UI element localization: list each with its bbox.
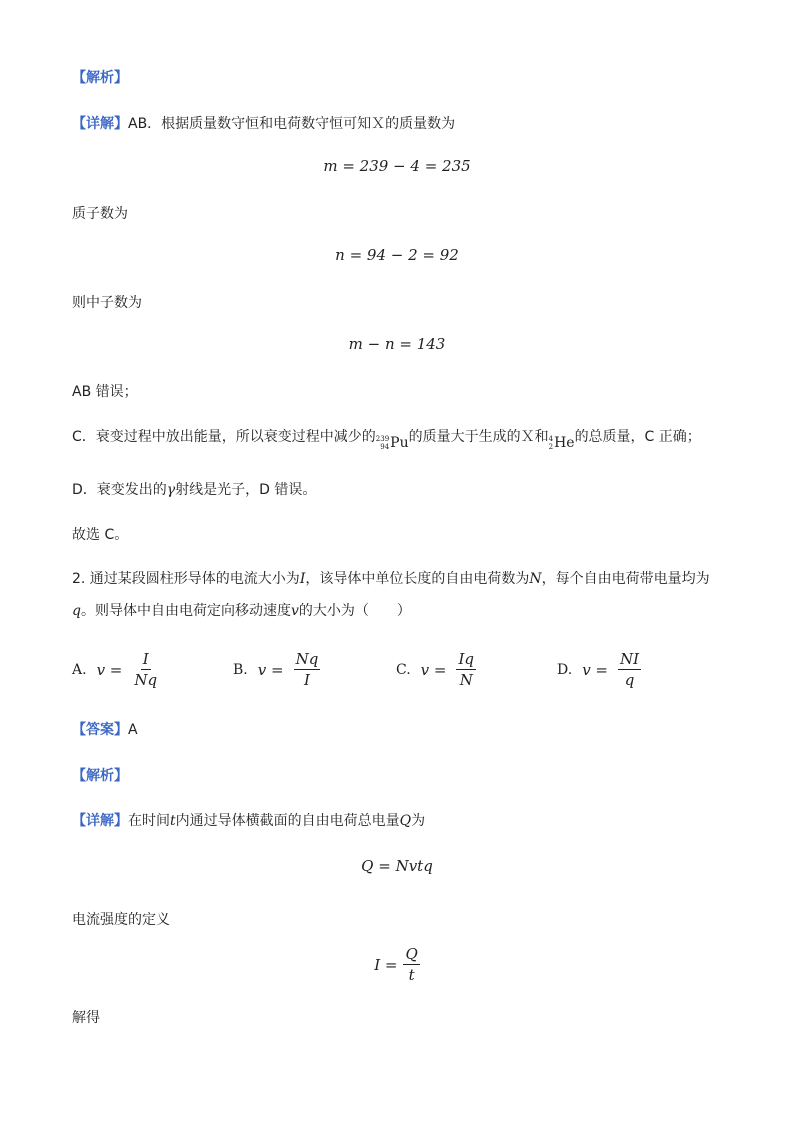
question-2-line-1: 2. 通过某段圆柱形导体的电流大小为I，该导体中单位长度的自由电荷数为N，每个自由电荷带电量均为 xyxy=(72,571,710,587)
detail-paragraph-2: 【详解】在时间t内通过导体横截面的自由电荷总电量Q为 xyxy=(72,813,426,829)
equation-neutron: m − n = 143 xyxy=(348,335,446,353)
answer-value: A xyxy=(128,722,138,738)
plutonium-nuclide: 239 94 Pu xyxy=(375,435,409,451)
equation-current: I = $\frac{Q}{t}$ xyxy=(374,945,418,984)
option-a-fraction: $\frac{I}{Nq}$ xyxy=(134,650,158,689)
choice-conclusion: 故选 C。 xyxy=(72,527,129,543)
option-b[interactable]: B. v = $\frac{Nq}{I}$ xyxy=(233,650,319,689)
equation-current-fraction: $\frac{Q}{t}$ xyxy=(405,945,418,984)
option-c-explanation: C．衰变过程中放出能量，所以衰变过程中减少的 239 94 Pu 的质量大于生成的Ｘ和 4 2 He 的总质量，C 正确； xyxy=(72,429,701,451)
solve-label: 解得 xyxy=(72,1010,100,1026)
option-d-fraction: $\frac{NI}{q}$ xyxy=(620,650,640,689)
option-a[interactable]: A. v = $\frac{I}{Nq}$ xyxy=(72,650,158,689)
option-d[interactable]: D. v = $\frac{NI}{q}$ xyxy=(557,650,640,689)
helium-nuclide: 4 2 He xyxy=(548,435,575,451)
option-b-fraction: $\frac{Nq}{I}$ xyxy=(295,650,319,689)
neutron-label: 则中子数为 xyxy=(72,295,142,311)
analysis-header: 【解析】 xyxy=(72,70,128,86)
question-2-line-2: q。则导体中自由电荷定向移动速度v的大小为（ ） xyxy=(72,603,411,619)
detail-tag: 【详解】 xyxy=(72,116,128,132)
answer-line: 【答案】A xyxy=(72,722,138,738)
equation-mass: m = 239 − 4 = 235 xyxy=(323,157,471,175)
analysis-header-2: 【解析】 xyxy=(72,768,128,784)
equation-proton: n = 94 − 2 = 92 xyxy=(335,246,459,264)
detail-paragraph xyxy=(72,113,455,133)
proton-label: 质子数为 xyxy=(72,206,128,222)
equation-charge: Q = Nvtq xyxy=(361,857,433,875)
option-c[interactable]: C. v = $\frac{Iq}{N}$ xyxy=(396,650,475,689)
detail-text: AB．根据质量数守恒和电荷数守恒可知Ｘ的质量数为 xyxy=(128,116,456,132)
current-definition-label: 电流强度的定义 xyxy=(72,912,170,928)
option-c-fraction: $\frac{Iq}{N}$ xyxy=(458,650,475,689)
ab-conclusion: AB 错误； xyxy=(72,384,138,400)
option-d-explanation: D．衰变发出的γ射线是光子，D 错误。 xyxy=(72,482,317,498)
